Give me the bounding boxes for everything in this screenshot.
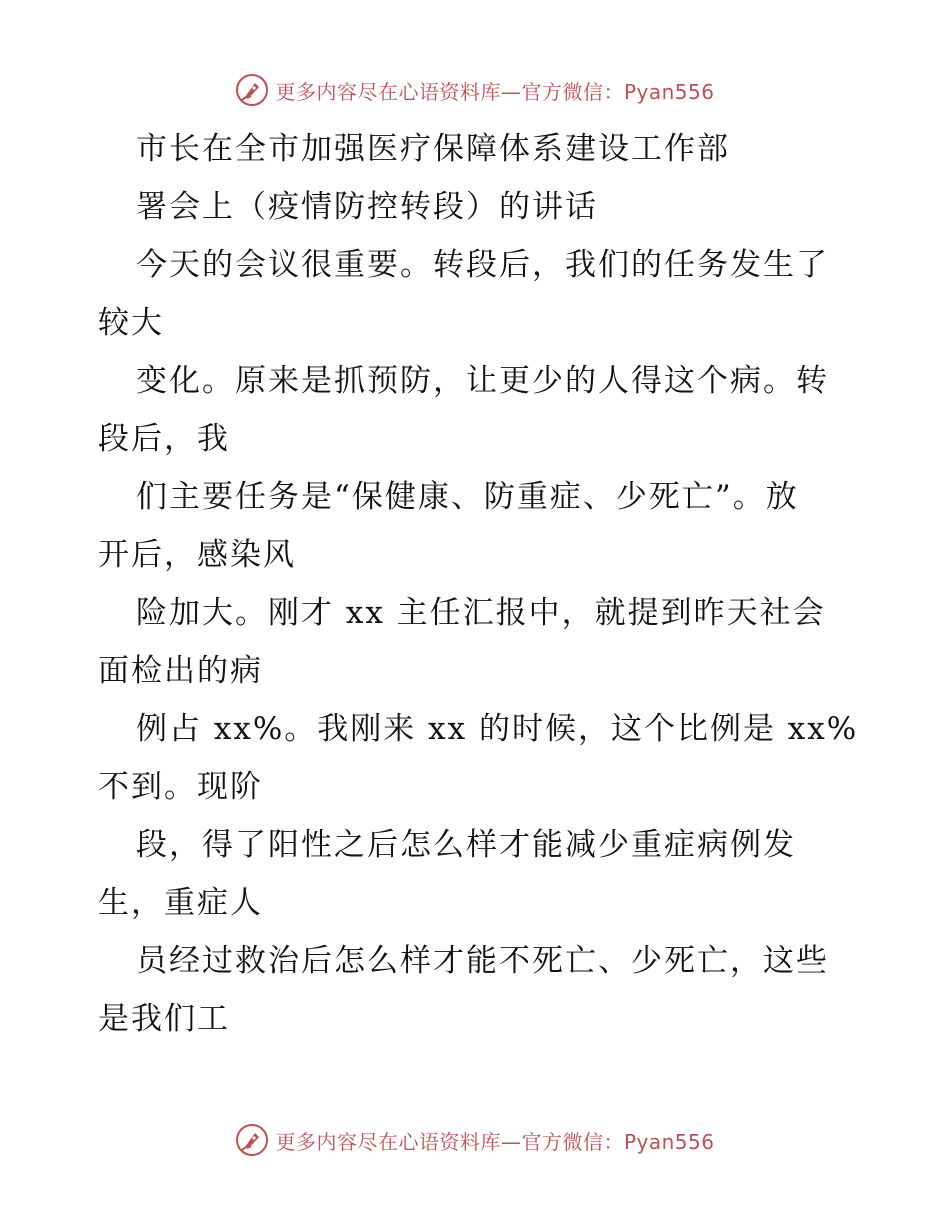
paragraph-line: 不到。现阶 <box>98 769 263 805</box>
title-line-1: 市长在全市加强医疗保障体系建设工作部 <box>136 131 730 167</box>
paragraph-line: 较大 <box>98 305 164 341</box>
title-line-2: 署会上（疫情防控转段）的讲话 <box>136 189 598 225</box>
paragraph-line: 是我们工 <box>98 1001 230 1037</box>
paragraph-line: 们主要任务是“保健康、防重症、少死亡”。放 <box>136 479 799 515</box>
banner-text: 更多内容尽在心语资料库—官方微信：Pyan556 <box>275 1129 715 1154</box>
paragraph-line: 险加大。刚才 xx 主任汇报中，就提到昨天社会 <box>136 595 826 631</box>
paragraph-line: 段后，我 <box>98 421 230 457</box>
paragraph-line: 段，得了阳性之后怎么样才能减少重症病例发 <box>136 827 796 863</box>
paragraph-line: 开后，感染风 <box>98 537 296 573</box>
paragraph-line: 员经过救治后怎么样才能不死亡、少死亡，这些 <box>136 943 829 979</box>
paragraph-line: 变化。原来是抓预防，让更少的人得这个病。转 <box>136 363 829 399</box>
footer-banner <box>0 1120 950 1160</box>
pen-nib-logo-icon <box>235 73 269 107</box>
paragraph-line: 生，重症人 <box>98 885 263 921</box>
banner-text: 更多内容尽在心语资料库—官方微信：Pyan556 <box>275 79 715 104</box>
paragraph-line: 例占 xx%。我刚来 xx 的时候，这个比例是 xx% <box>136 711 859 747</box>
paragraph-line: 今天的会议很重要。转段后，我们的任务发生了 <box>136 247 829 283</box>
header-banner <box>0 70 950 110</box>
paragraph-line: 面检出的病 <box>98 653 263 689</box>
pen-nib-logo-icon <box>235 1123 269 1157</box>
document-body <box>98 120 858 1048</box>
